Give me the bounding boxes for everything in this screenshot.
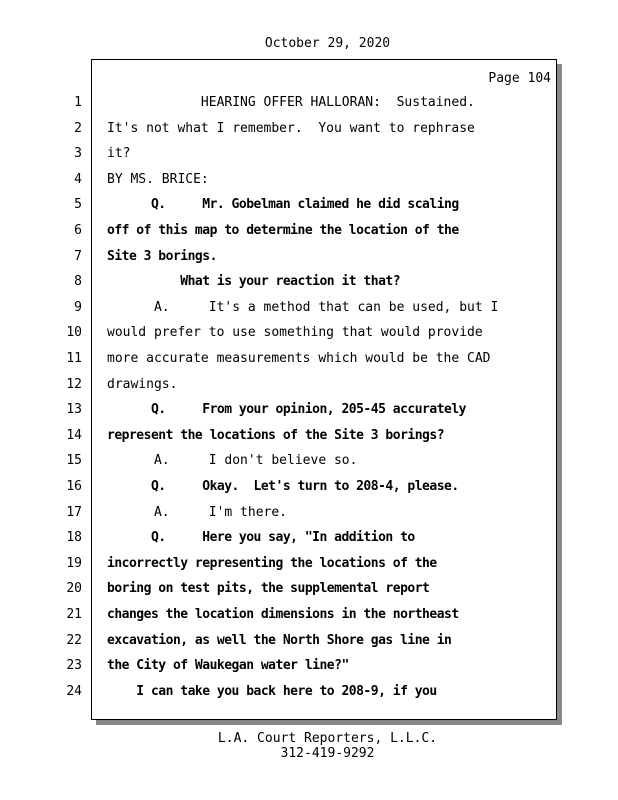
line-text: It's not what I remember. You want to rephrase [107, 120, 475, 136]
transcript-line [0, 607, 618, 633]
line-number: 24 [66, 683, 82, 699]
reporter-phone: 312-419-9292 [280, 746, 375, 761]
line-number: 14 [66, 427, 82, 443]
footer [0, 731, 618, 761]
line-text: HEARING OFFER HALLORAN: Sustained. [107, 95, 475, 110]
transcript-line [0, 505, 618, 531]
line-text: represent the locations of the Site 3 borings? [107, 427, 445, 443]
line-number: 8 [74, 274, 82, 290]
line-text: boring on test pits, the supplemental report [107, 581, 430, 597]
transcript-line [0, 479, 618, 505]
transcript-line [0, 249, 618, 275]
reporter-company: L.A. Court Reporters, L.L.C. [217, 731, 438, 746]
line-number: 3 [74, 146, 82, 162]
line-number: 16 [66, 479, 82, 494]
transcript-line [0, 146, 618, 172]
transcript-line [0, 453, 618, 479]
transcript-line [0, 351, 618, 377]
line-number: 18 [66, 530, 82, 546]
transcript-date: October 29, 2020 [264, 36, 391, 51]
transcript-line [0, 633, 618, 659]
transcript-line [0, 223, 618, 249]
line-number: 11 [66, 351, 82, 366]
line-text: it? [107, 146, 131, 162]
line-text: changes the location dimensions in the northeast [107, 607, 459, 622]
line-text: A. I'm there. [107, 504, 288, 520]
line-number: 4 [74, 171, 82, 187]
line-number: 1 [74, 95, 82, 110]
transcript-line [0, 274, 618, 300]
line-text: Site 3 borings. [107, 248, 217, 264]
transcript-line [0, 121, 618, 147]
transcript-line [0, 428, 618, 454]
line-text: off of this map to determine the location of the [107, 223, 459, 238]
line-text: Q. Here you say, "In addition to [107, 530, 415, 546]
line-number: 15 [66, 453, 82, 469]
transcript-line [0, 530, 618, 556]
line-number: 13 [66, 402, 82, 418]
line-text: I can take you back here to 208-9, if you [107, 683, 437, 699]
line-number: 5 [74, 197, 82, 213]
line-text: A. I don't believe so. [107, 453, 358, 469]
transcript-line [0, 325, 618, 351]
transcript-line [0, 556, 618, 582]
line-text: BY MS. BRICE: [107, 171, 209, 187]
line-number: 9 [74, 299, 82, 315]
transcript-line [0, 581, 618, 607]
line-number: 19 [66, 555, 82, 571]
transcript-line [0, 172, 618, 198]
transcript-line [0, 197, 618, 223]
line-text: drawings. [107, 376, 178, 392]
transcript-line [0, 402, 618, 428]
line-text: more accurate measurements which would be the CAD [107, 351, 491, 366]
transcript-line [0, 95, 618, 121]
transcript-line [0, 684, 618, 710]
transcript-line [0, 658, 618, 684]
line-text: would prefer to use something that would provide [107, 325, 483, 341]
line-text: Q. Okay. Let's turn to 208-4, please. [107, 479, 459, 494]
line-text: excavation, as well the North Shore gas line in [107, 632, 452, 648]
line-text: incorrectly representing the locations of the [107, 555, 437, 571]
line-number: 7 [74, 248, 82, 264]
line-number: 20 [66, 581, 82, 597]
line-number: 17 [66, 504, 82, 520]
line-number: 23 [66, 658, 82, 674]
line-text: What is your reaction it that? [107, 274, 401, 290]
line-number: 10 [66, 325, 82, 341]
line-number: 2 [74, 120, 82, 136]
line-number: 22 [66, 632, 82, 648]
transcript-line [0, 300, 618, 326]
line-text: the City of Waukegan water line?" [107, 658, 349, 674]
line-text: A. It's a method that can be used, but I [107, 299, 499, 315]
line-text: Q. From your opinion, 205-45 accurately [107, 402, 467, 418]
transcript-line [0, 377, 618, 403]
line-text: Q. Mr. Gobelman claimed he did scaling [107, 197, 459, 213]
line-number: 12 [66, 376, 82, 392]
page-number: Page 104 [488, 71, 551, 86]
line-number: 6 [74, 223, 82, 238]
line-number: 21 [66, 607, 82, 622]
